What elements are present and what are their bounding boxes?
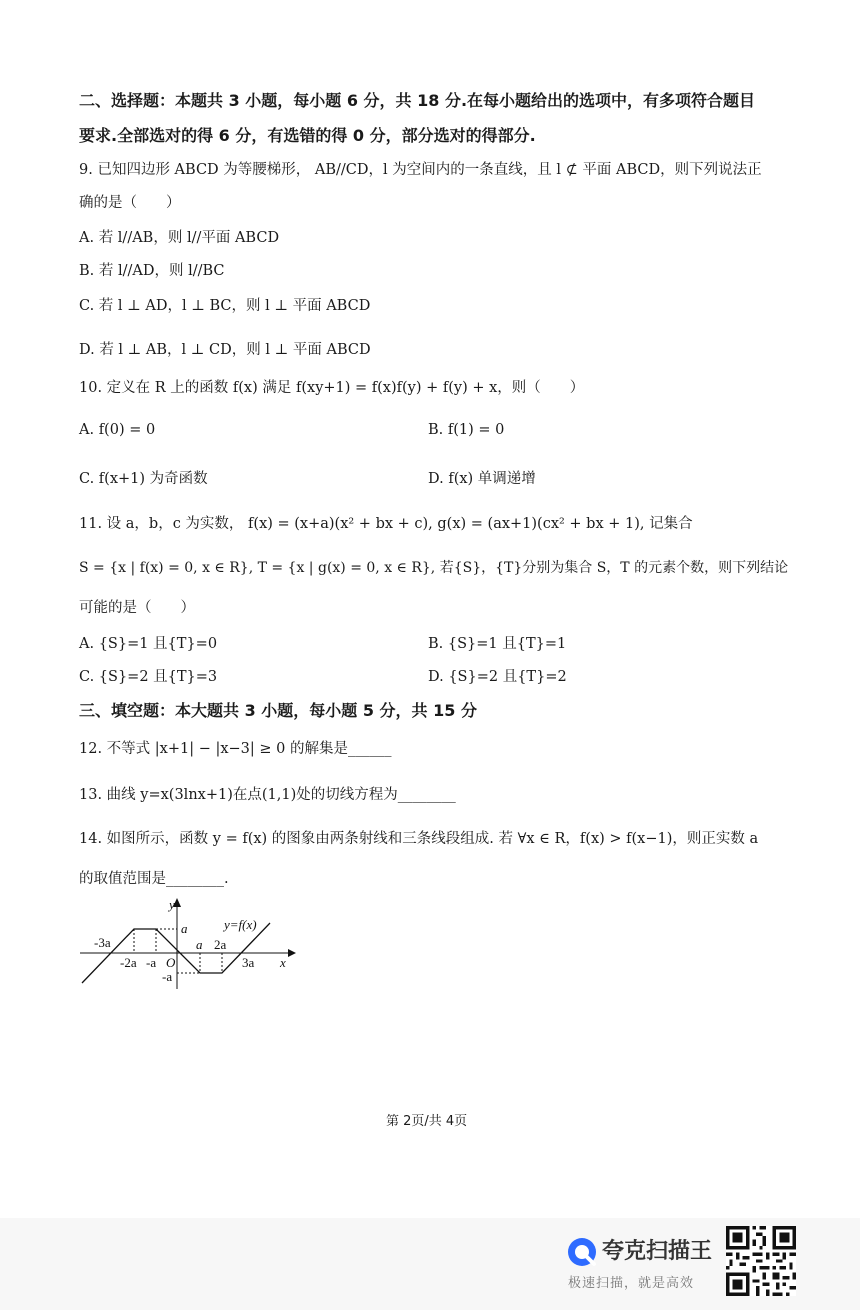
q11-stem-line1: 11. 设 a，b，c 为实数， f(x) = (x+a)(x² + bx + c), g(x) = (ax+1)(cx² + bx + 1), 记集合 [79, 516, 693, 532]
q14-function-graph [74, 893, 304, 993]
q10-option-b: B. f(1) = 0 [428, 422, 505, 438]
x-axis-label: x [280, 955, 286, 970]
label-neg3a: -3a [94, 935, 111, 950]
q9-stem-line1: 9. 已知四边形 ABCD 为等腰梯形， AB//CD，l 为空间内的一条直线，且 l ⊄ 平面 ABCD，则下列说法正 [79, 162, 762, 178]
y-axis-label: y [169, 897, 175, 912]
q11-option-a: A. {S}=1 且{T}=0 [79, 636, 218, 652]
q11-option-b: B. {S}=1 且{T}=1 [428, 636, 567, 652]
q14-line2: 的取值范围是________. [79, 871, 229, 887]
label-3a: 3a [242, 955, 255, 970]
brand-name: 夸克扫描王 [602, 1239, 713, 1264]
q11-option-c: C. {S}=2 且{T}=3 [79, 669, 218, 685]
label-neg-a-y: -a [162, 969, 173, 984]
brand-watermark [566, 1232, 716, 1294]
q10-option-d: D. f(x) 单调递增 [428, 471, 536, 487]
q11-option-d: D. {S}=2 且{T}=2 [428, 669, 567, 685]
label-neg2a: -2a [120, 955, 137, 970]
q9-option-a: A. 若 l//AB，则 l//平面 ABCD [79, 230, 280, 246]
q10-option-a: A. f(0) = 0 [79, 422, 156, 438]
section2-heading-line1: 二、选择题：本题共 3 小题，每小题 6 分，共 18 分.在每小题给出的选项中，有多项符合题目 [79, 91, 756, 110]
q10-stem: 10. 定义在 R 上的函数 f(x) 满足 f(xy+1) = f(x)f(y) + f(y) + x，则（ ） [79, 380, 585, 396]
q13-text: 13. 曲线 y=x(3lnx+1)在点(1,1)处的切线方程为________ [79, 787, 456, 803]
section3-heading: 三、填空题：本大题共 3 小题，每小题 5 分，共 15 分 [79, 701, 477, 720]
q9-option-b: B. 若 l//AD，则 l//BC [79, 263, 225, 279]
q14-line1: 14. 如图所示，函数 y = f(x) 的图象由两条射线和三条线段组成. 若 ∀x ∈ R，f(x) > f(x−1)，则正实数 a [79, 831, 759, 847]
q9-option-c: C. 若 l ⊥ AD，l ⊥ BC，则 l ⊥ 平面 ABCD [79, 298, 371, 314]
x-axis-arrow [288, 949, 296, 957]
label-a-x: a [196, 937, 203, 952]
label-a-y: a [181, 921, 188, 936]
label-nega: -a [146, 955, 157, 970]
q9-stem-line2: 确的是（ ） [79, 195, 181, 211]
q9-option-d: D. 若 l ⊥ AB，l ⊥ CD，则 l ⊥ 平面 ABCD [79, 342, 371, 358]
q12-text: 12. 不等式 |x+1| − |x−3| ≥ 0 的解集是______ [79, 741, 392, 757]
q10-option-c: C. f(x+1) 为奇函数 [79, 471, 208, 487]
q11-stem-line3: 可能的是（ ） [79, 600, 195, 616]
quark-logo-icon [566, 1236, 598, 1268]
page-number: 第 2页/共 4页 [386, 1114, 468, 1129]
label-origin: O [166, 955, 176, 970]
label-2a: 2a [214, 937, 227, 952]
section2-heading-line2: 要求.全部选对的得 6 分，有选错的得 0 分，部分选对的得部分. [79, 126, 536, 145]
function-label: y=f(x) [224, 917, 257, 932]
qr-code-icon [726, 1226, 796, 1296]
brand-tagline: 极速扫描，就是高效 [568, 1276, 695, 1291]
q11-stem-line2: S = {x | f(x) = 0, x ∈ R}, T = {x | g(x) = 0, x ∈ R}, 若{S}，{T}分别为集合 S，T 的元素个数，则下列结论 [79, 560, 789, 576]
